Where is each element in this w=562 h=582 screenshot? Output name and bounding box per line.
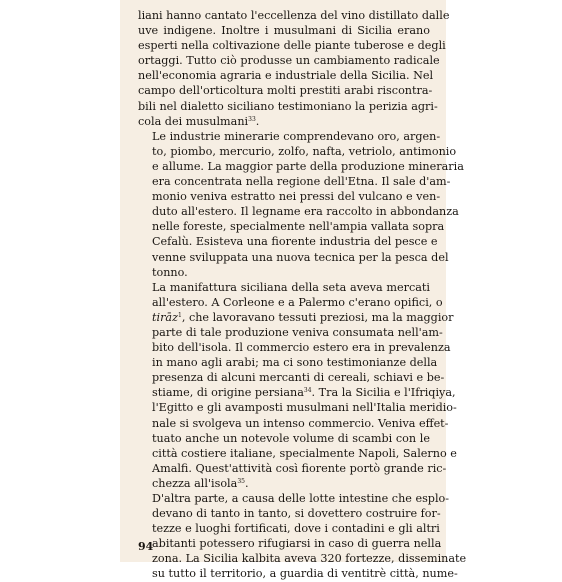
text-line: campo dell'orticoltura molti prestiti arabi riscontra-: [138, 84, 433, 98]
footnote-ref: 35: [237, 477, 245, 485]
text-line: tuato anche un notevole volume di scambi con le: [152, 431, 430, 445]
paragraph-4: [138, 491, 467, 582]
text-line: e allume. La maggior parte della produzione mineraria: [152, 159, 464, 173]
text-segment: cola dei musulmani: [138, 114, 249, 128]
text-line: Le industrie minerarie comprendevano oro, argen-: [152, 129, 441, 143]
text-line: tezze e luoghi fortificati, dove i contadini e gli altri: [152, 522, 440, 536]
text-segment: , che lavoravano tessuti preziosi, ma la maggior: [181, 310, 454, 324]
text-line: ortaggi. Tutto ciò produsse un cambiamento radicale: [138, 54, 440, 68]
text-line: chezza all'isola$^{35}$.: [152, 476, 249, 490]
text-line: presenza di alcuni mercanti di cereali, schiavi e be-: [152, 371, 445, 385]
text-line: [138, 310, 454, 325]
text-line: nale si svolgeva un intenso commercio. Veniva effet-: [152, 416, 449, 430]
text-line: devano di tanto in tanto, si dovettero costruire for-: [152, 507, 441, 521]
text-line: tonno.: [152, 265, 188, 279]
text-line: Amalfi. Quest'attività così fiorente portò grande ric-: [152, 461, 447, 475]
body-text: [138, 8, 467, 582]
text-line: nell'economia agraria e industriale della Sicilia. Nel: [138, 69, 434, 83]
text-line: zona. La Sicilia kalbita aveva 320 fortezze, disseminate: [152, 552, 467, 566]
footnote-ref: 1: [178, 311, 182, 319]
text-line: parte di tale produzione veniva consumata nell'am-: [152, 325, 443, 339]
text-line: esperti nella coltivazione delle piante tuberose e degli: [138, 39, 446, 53]
paragraph-1: [138, 8, 450, 129]
text-line: uve indigene. Inoltre i musulmani di Sicilia erano: [138, 24, 430, 38]
text-line: duto all'estero. Il legname era raccolto in abbondanza: [152, 205, 459, 219]
text-line: bili nel dialetto siciliano testimoniano la perizia agri-: [138, 99, 438, 113]
text-line: abitanti potessero rifugiarsi in caso di guerra nella: [152, 537, 442, 551]
text-line: bito dell'isola. Il commercio estero era in prevalenza: [152, 341, 451, 355]
text-line: monio veniva estratto nei pressi del vulcano e ven-: [152, 190, 441, 204]
paragraph-2: [138, 129, 464, 280]
text-line: cola dei musulmani$^{33}$.: [138, 114, 260, 128]
text-line: Cefalù. Esisteva una fiorente industria del pesce e: [152, 235, 438, 249]
text-line: D'altra parte, a causa delle lotte intestine che esplo-: [152, 492, 450, 505]
text-line: all'estero. A Corleone e a Palermo c'erano opifici, o: [152, 295, 443, 309]
text-line: in mano agli arabi; ma ci sono testimonianze della: [152, 356, 438, 370]
text-segment: chezza all'isola: [152, 476, 238, 490]
text-line: era concentrata nella regione dell'Etna. Il sale d'am-: [152, 175, 451, 189]
text-line: to, piombo, mercurio, zolfo, nafta, vetriolo, antimonio: [152, 144, 457, 158]
text-line: La manifattura siciliana della seta aveva mercati: [152, 280, 430, 294]
text-line: città costiere italiane, specialmente Napoli, Salerno e: [152, 446, 457, 460]
italic-term: tirāz: [152, 310, 178, 324]
paragraph-3: [138, 280, 457, 491]
text-line: l'Egitto e gli avamposti musulmani nell'Italia meridio-: [152, 401, 457, 415]
text-line: liani hanno cantato l'eccellenza del vino distillato dalle: [138, 9, 450, 22]
text-line: venne sviluppata una nuova tecnica per la pesca del: [152, 250, 449, 264]
footnote-ref: 34: [303, 387, 312, 395]
text-line: nelle foreste, specialmente nell'ampia vallata sopra: [152, 220, 445, 234]
footnote-ref: 33: [248, 115, 256, 123]
text-line: [138, 385, 456, 400]
page-number: 94: [138, 540, 154, 553]
text-segment: stiame, di origine persiana: [152, 386, 304, 400]
text-line: su tutto il territorio, a guardia di ventitrè città, nume-: [152, 567, 458, 581]
text-segment: . Tra la Sicilia e l'Ifriqiya,: [311, 386, 456, 400]
